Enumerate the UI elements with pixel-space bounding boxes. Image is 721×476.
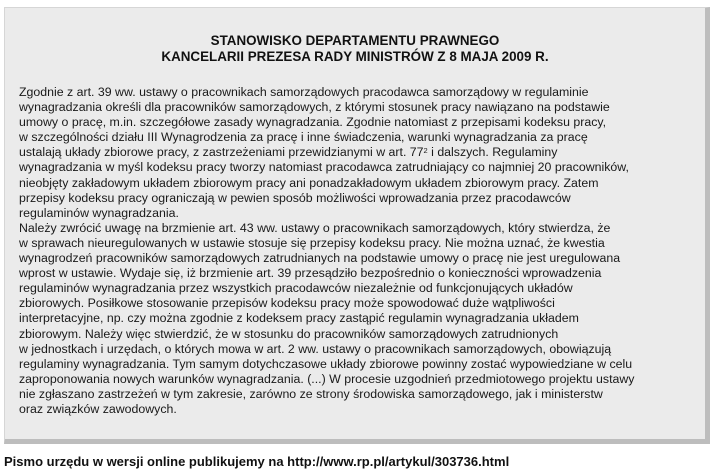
body-line: w sprawach nieuregulowanych w ustawie stosuje się przepisy kodeksu pracy. Nie można uznać, że kwestia	[19, 235, 605, 250]
body-line: zbiorowym. Należy więc stwierdzić, że w stosunku do pracowników samorządowych zatrudnionych	[19, 326, 559, 341]
body-line-text: ustalają układy zbiorowe pracy, z zastrzeżeniami przewidzianymi w art. 77	[19, 145, 424, 160]
body-line: regulaminów wynagradzania przez wszystkich pracodawców niezależnie od funkcjonujących układów	[19, 281, 573, 296]
body-line: w szczególności działu III Wynagrodzenia za pracę i inne świadczenia, warunki wynagradzania za pracę	[19, 130, 588, 145]
document-box	[4, 7, 710, 444]
footer-note: Pismo urzędu w wersji online publikujemy na http://www.rp.pl/artykul/303736.html	[4, 454, 510, 469]
body-line: wynagradzania w myśl kodeksu pracy tworzy natomiast pracodawca zatrudniający co najmniej 20 pracowników,	[19, 160, 629, 175]
body-line-tail: i dalszych. Regulaminy	[427, 145, 558, 160]
body-line: zaproponowania nowych warunków wynagradzania. (...) W procesie uzgodnień przedmiotowego projektu ustawy	[19, 371, 635, 386]
body-line: wynagrodzeń pracowników samorządowych zatrudnianych na podstawie umowy o pracę nie jest uregulowana	[19, 251, 621, 266]
body-line: regulaminy wynagradzania. Tym samym dotychczasowe układy zbiorowe powinny zostać wypowiedziane w celu	[19, 356, 633, 371]
document-heading-line-2: KANCELARII PREZESA RADY MINISTRÓW Z 8 MAJA 2009 R.	[161, 49, 549, 64]
body-line: przepisy kodeksu pracy ograniczają w pewien sposób możliwości wprowadzania przez pracodawców	[19, 190, 571, 205]
body-line: wprost w ustawie. Wydaje się, iż brzmienie art. 39 przesądziło bezpośrednio o konieczności wprowadzenia	[19, 266, 602, 281]
body-line: oraz związków zawodowych.	[19, 401, 177, 416]
document-body	[19, 85, 709, 417]
body-line: Zgodnie z art. 39 ww. ustawy o pracownikach samorządowych pracodawca samorządowy w regulaminie	[19, 85, 589, 99]
body-line	[19, 145, 709, 160]
body-line: w jednostkach i urzędach, o których mowa w art. 2 ww. ustawy o pracownikach samorządowych, obowiązują	[19, 341, 612, 356]
body-line: umowy o pracę, m.in. szczegółowe zasady wynagradzania. Zgodnie natomiast z przepisami kodeksu pracy,	[19, 115, 607, 130]
body-line: wynagradzania określi dla pracowników samorządowych, z którymi stosunek pracy nawiązano na podstawie	[19, 100, 610, 115]
body-line: Należy zwrócić uwagę na brzmienie art. 43 ww. ustawy o pracownikach samorządowych, który stwierdza, że	[19, 220, 611, 235]
body-line: nie zgłaszano zastrzeżeń w tym zakresie, zarówno ze strony środowiska samorządowego, jak i ministerstw	[19, 386, 603, 401]
footnote-superscript: 2	[423, 146, 428, 156]
body-line: zbiorowych. Posiłkowe stosowanie przepisów kodeksu pracy może spowodować duże wątpliwości	[19, 296, 555, 311]
body-line: interpretacyjne, np. czy można zgodnie z kodeksem pracy zastąpić regulamin wynagradzania układem	[19, 311, 579, 326]
document-heading-line-1: STANOWISKO DEPARTAMENTU PRAWNEGO	[210, 33, 500, 48]
body-line: nieobjęty zakładowym układem zbiorowym pracy ani ponadzakładowym układem zbiorowym pracy. Zatem	[19, 175, 599, 190]
body-line: regulaminów wynagradzania.	[19, 205, 179, 220]
